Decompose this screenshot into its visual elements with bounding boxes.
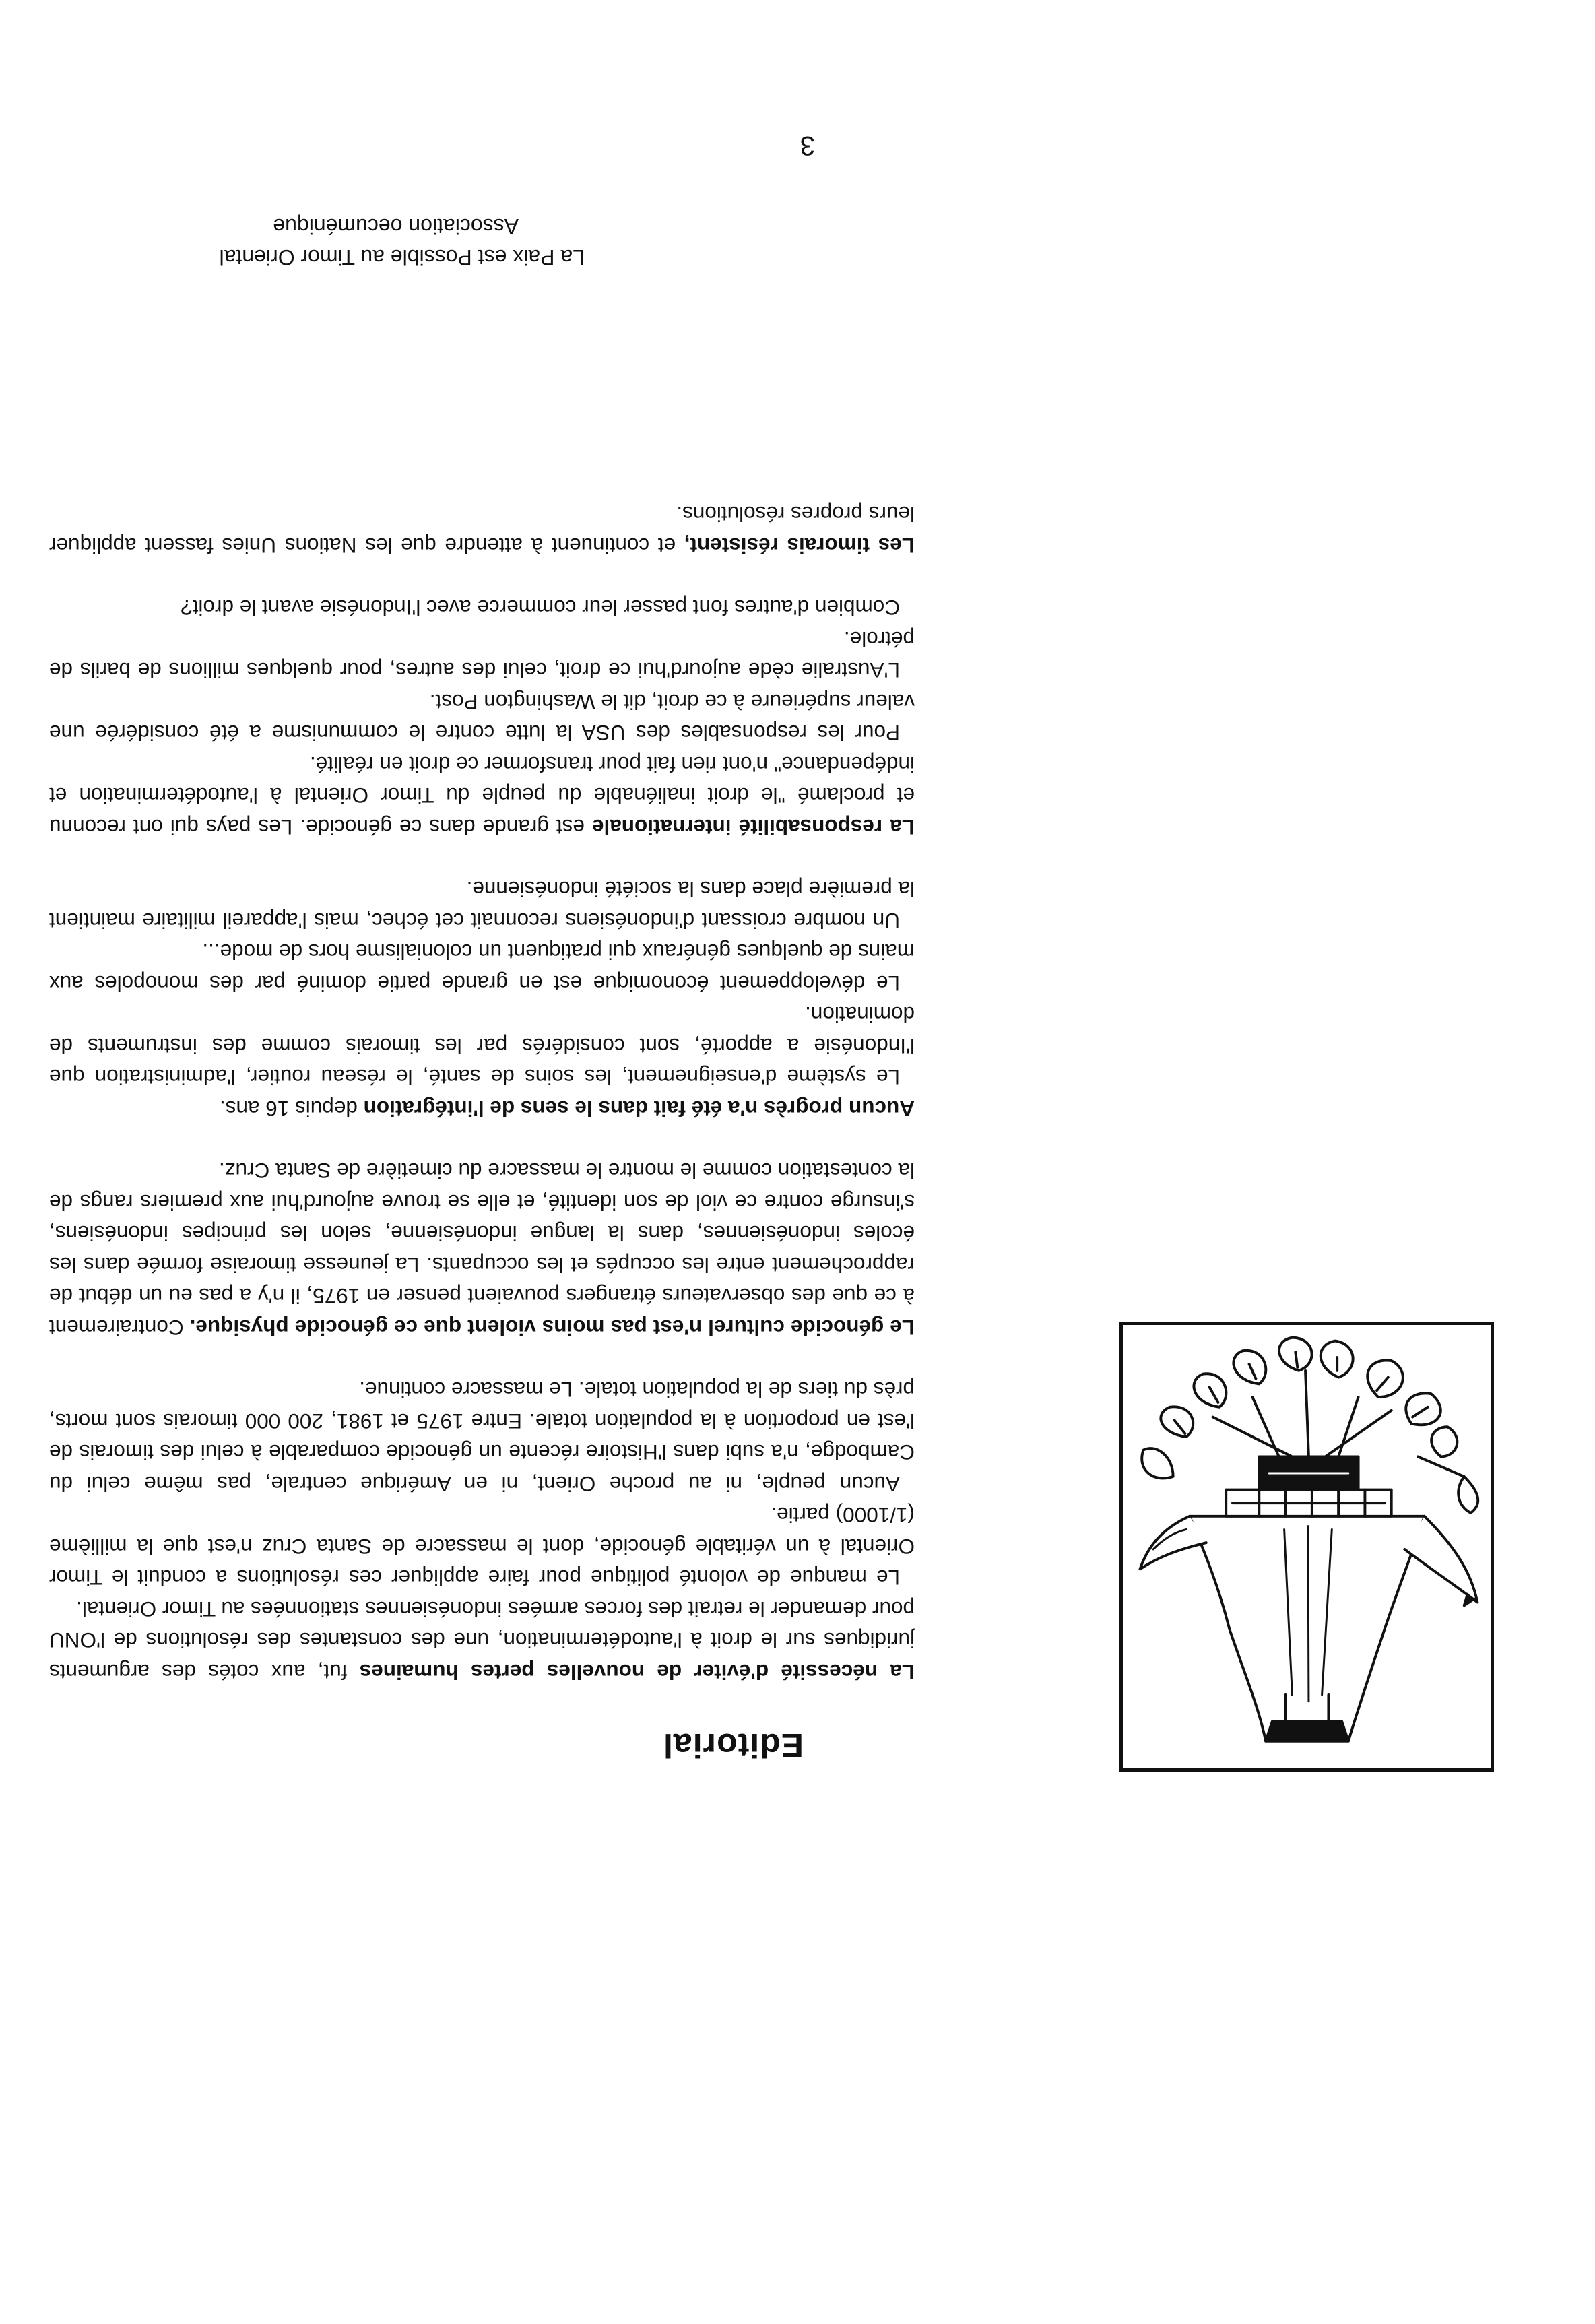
plant-vase-drawing	[1123, 1325, 1491, 1768]
paragraph-text: est grande dans ce génocide. Les pays qui ont reconnu et proclamé "le droit inaliénable du peuple du Timor Oriental à l'autodétermination et indépendance" n'ont rien fait pour transformer ce droit en réalité.	[49, 752, 915, 839]
paragraph-text: depuis 16 ans.	[219, 1097, 364, 1121]
paragraph-item: L'Australie cède aujourd'hui ce droit, celui des autres, pour quelques millions de barils de pétrole.	[49, 627, 915, 683]
paragraph-text: et continuent à attendre que les Nations Unies fassent appliquer leurs propres résolutions.	[49, 502, 915, 558]
paragraph-lead: Les timorais résistent,	[684, 534, 915, 558]
paragraph-item: Le manque de volonté politique pour faire appliquer ces résolutions a conduit le Timor Oriental à un véritable génocide, dont le massacre de Santa Cruz n'est que la millième (1/1000) partie.	[49, 1503, 915, 1590]
paragraph-item: Aucun peuple, ni au proche Orient, ni en Amérique centrale, pas même celui du Cambodge, n'a subi dans l'Histoire récente un génocide comparable à celui des timorais de l'est en proportion à la population totale. Entre 1975 et 1981, 200 000 timorais sont morts, près du tiers de la population totale. Le massacre continue.	[49, 1378, 915, 1496]
paragraph-lead: Le génocide culturel n'est pas moins violent que ce génocide physique.	[189, 1316, 915, 1340]
paragraph-5	[49, 498, 915, 561]
paragraph-text: fut, aux cotés des arguments juridiques sur le droit à l'autodétermination, une des constantes des résolutions de l'ONU pour demander le retrait des forces armées indonésiennes stationnées au Timor Oriental.	[49, 1597, 915, 1684]
paragraph-item: Le système d'enseignement, les soins de santé, le réseau routier, l'administration que l'Indonésie a apporté, sont considérés par les timorais comme des instruments de domination.	[49, 1002, 915, 1090]
signature-association: Association oecuménique	[273, 214, 519, 238]
paragraph-4	[49, 592, 915, 843]
paragraph-item: Pour les responsables des USA la lutte contre le communisme a été considérée une valeur supérieure à ce droit, dit le Washington Post.	[49, 690, 915, 746]
paragraph-item: Le développement économique est en grande partie dominé par des monopoles aux mains de quelques généraux qui pratiquent un colonialisme hors de mode...	[49, 940, 915, 996]
paragraph-1	[49, 1374, 915, 1687]
paragraph-item: Un nombre croissant d'indonésiens reconnait cet échec, mais l'appareil militaire maintient la première place dans la société indonésienne.	[49, 877, 915, 933]
page-title: Editorial	[662, 1726, 804, 1764]
paragraph-text: Contrairement à ce que des observateurs étrangers pouvaient penser en 1975, il n'y a pas eu un début de rapprochement entre les occupés et les occupants. La jeunesse timoraise formée dans les écoles indonésiennes, dans la langue indonésienne, selon les principes indonésiens, s'insurge contre ce viol de son identité, et elle se trouve aujourd'hui aux premiers rangs de la contestation comme le montre le massacre du cimetière de Santa Cruz.	[49, 1159, 915, 1340]
paragraph-item: Combien d'autres font passer leur commerce avec l'Indonésie avant le droit?	[181, 595, 900, 620]
editorial-body	[49, 498, 915, 1687]
signature-block	[220, 211, 585, 273]
signature-organization: La Paix est Possible au Timor Oriental	[219, 245, 585, 269]
paragraph-lead: Aucun progrès n'a été fait dans le sens de l'intégration	[363, 1097, 915, 1121]
paragraph-lead: La nécessité d'éviter de nouvelles pertes humaines	[359, 1660, 915, 1684]
paragraph-3	[49, 874, 915, 1124]
logo-illustration	[1119, 1322, 1494, 1772]
paragraph-2	[49, 1155, 915, 1343]
paragraph-lead: La responsabilité internationale	[592, 815, 915, 839]
page-number: 3	[800, 131, 815, 160]
